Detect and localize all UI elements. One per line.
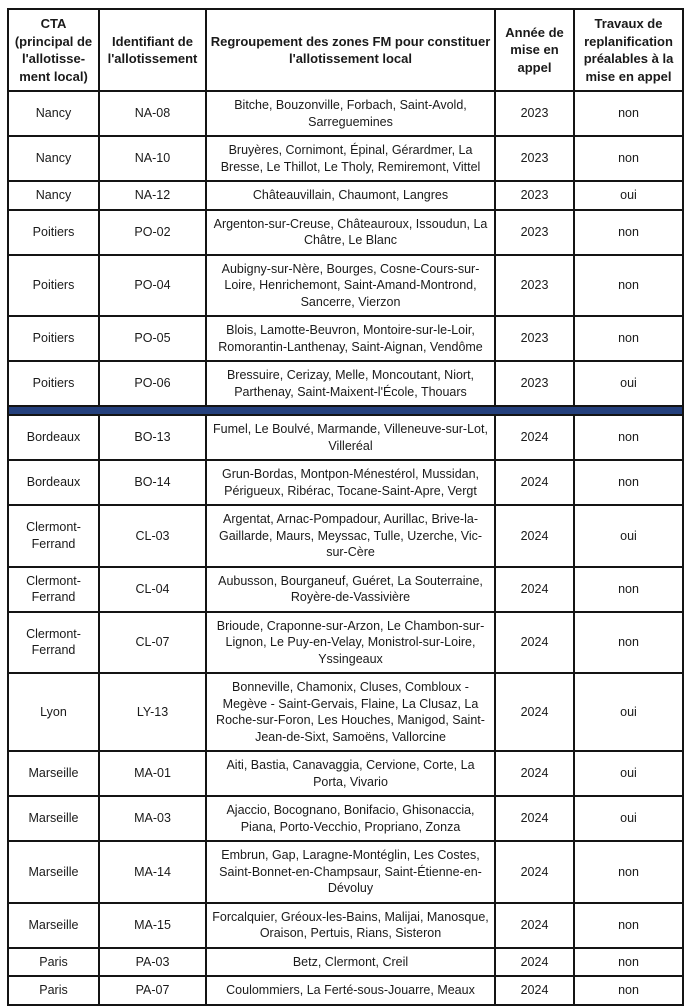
cell-zones: Aubigny-sur-Nère, Bourges, Cosne-Cours-sur-Loire, Henrichemont, Saint-Amand-Montrond, Sancerre, Vierzon — [206, 255, 495, 317]
cell-travaux: non — [574, 903, 683, 948]
cell-cta: Paris — [8, 948, 99, 977]
cell-annee: 2024 — [495, 505, 574, 567]
cell-zones: Forcalquier, Gréoux-les-Bains, Malijai, Manosque, Oraison, Pertuis, Rians, Sisteron — [206, 903, 495, 948]
cell-zones: Ajaccio, Bocognano, Bonifacio, Ghisonaccia, Piana, Porto-Vecchio, Propriano, Zonza — [206, 796, 495, 841]
cell-travaux: oui — [574, 181, 683, 210]
header-cta: CTA (principal de l'allotisse- ment local) — [8, 9, 99, 91]
table-row — [8, 976, 683, 1005]
cell-cta: Clermont-Ferrand — [8, 567, 99, 612]
cell-cta: Lyon — [8, 673, 99, 751]
table-row — [8, 673, 683, 751]
cell-cta: Clermont-Ferrand — [8, 612, 99, 674]
cell-cta: Bordeaux — [8, 460, 99, 505]
cell-zones: Coulommiers, La Ferté-sous-Jouarre, Meaux — [206, 976, 495, 1005]
cell-identifiant: PO-04 — [99, 255, 206, 317]
cell-identifiant: MA-14 — [99, 841, 206, 903]
cell-cta: Poitiers — [8, 316, 99, 361]
cell-travaux: oui — [574, 673, 683, 751]
cell-travaux: oui — [574, 751, 683, 796]
cell-annee: 2024 — [495, 948, 574, 977]
cell-annee: 2024 — [495, 612, 574, 674]
table-row — [8, 361, 683, 406]
cell-identifiant: MA-03 — [99, 796, 206, 841]
table-header-row — [8, 9, 683, 91]
cell-zones: Châteauvillain, Chaumont, Langres — [206, 181, 495, 210]
table-row — [8, 505, 683, 567]
cell-cta: Paris — [8, 976, 99, 1005]
cell-cta: Marseille — [8, 796, 99, 841]
cell-travaux: oui — [574, 796, 683, 841]
table-row — [8, 903, 683, 948]
cell-zones: Bitche, Bouzonville, Forbach, Saint-Avold, Sarreguemines — [206, 91, 495, 136]
table-row — [8, 751, 683, 796]
cell-identifiant: MA-15 — [99, 903, 206, 948]
cell-identifiant: PA-03 — [99, 948, 206, 977]
table-row — [8, 91, 683, 136]
cell-travaux: non — [574, 460, 683, 505]
cell-identifiant: PO-06 — [99, 361, 206, 406]
cell-cta: Marseille — [8, 903, 99, 948]
cell-identifiant: BO-13 — [99, 415, 206, 460]
cell-annee: 2024 — [495, 415, 574, 460]
cell-zones: Embrun, Gap, Laragne-Montéglin, Les Costes, Saint-Bonnet-en-Champsaur, Saint-Étienne-en-Dévoluy — [206, 841, 495, 903]
cell-cta: Clermont-Ferrand — [8, 505, 99, 567]
cell-zones: Argenton-sur-Creuse, Châteauroux, Issoudun, La Châtre, Le Blanc — [206, 210, 495, 255]
cell-cta: Nancy — [8, 136, 99, 181]
cell-travaux: non — [574, 91, 683, 136]
table-body — [8, 91, 683, 1005]
cell-travaux: non — [574, 976, 683, 1005]
cell-annee: 2024 — [495, 460, 574, 505]
table-row — [8, 841, 683, 903]
table-row — [8, 316, 683, 361]
cell-travaux: non — [574, 136, 683, 181]
cell-zones: Fumel, Le Boulvé, Marmande, Villeneuve-sur-Lot, Villeréal — [206, 415, 495, 460]
header-travaux: Travaux de replanification préalables à la mise en appel — [574, 9, 683, 91]
cell-annee: 2024 — [495, 673, 574, 751]
cell-zones: Aubusson, Bourganeuf, Guéret, La Souterraine, Royère-de-Vassivière — [206, 567, 495, 612]
section-divider — [8, 406, 683, 415]
cell-cta: Poitiers — [8, 255, 99, 317]
cell-annee: 2023 — [495, 255, 574, 317]
cell-annee: 2024 — [495, 903, 574, 948]
cell-annee: 2023 — [495, 316, 574, 361]
cell-identifiant: CL-07 — [99, 612, 206, 674]
cell-identifiant: NA-12 — [99, 181, 206, 210]
cell-travaux: non — [574, 210, 683, 255]
cell-annee: 2024 — [495, 751, 574, 796]
cell-annee: 2023 — [495, 361, 574, 406]
allotments-table — [7, 8, 684, 1006]
cell-annee: 2023 — [495, 91, 574, 136]
cell-travaux: non — [574, 316, 683, 361]
cell-annee: 2024 — [495, 976, 574, 1005]
cell-travaux: oui — [574, 505, 683, 567]
cell-cta: Marseille — [8, 841, 99, 903]
cell-zones: Argentat, Arnac-Pompadour, Aurillac, Brive-la-Gaillarde, Maurs, Meyssac, Tulle, Uzerche, Vic-sur-Cère — [206, 505, 495, 567]
cell-annee: 2024 — [495, 841, 574, 903]
cell-identifiant: NA-08 — [99, 91, 206, 136]
table-row — [8, 210, 683, 255]
cell-travaux: non — [574, 948, 683, 977]
cell-zones: Grun-Bordas, Montpon-Ménestérol, Mussidan, Périgueux, Ribérac, Tocane-Saint-Apre, Vergt — [206, 460, 495, 505]
cell-zones: Bressuire, Cerizay, Melle, Moncoutant, Niort, Parthenay, Saint-Maixent-l'École, Thouars — [206, 361, 495, 406]
cell-cta: Marseille — [8, 751, 99, 796]
table-row — [8, 415, 683, 460]
cell-identifiant: PO-02 — [99, 210, 206, 255]
table-row — [8, 255, 683, 317]
cell-annee: 2023 — [495, 210, 574, 255]
cell-travaux: non — [574, 567, 683, 612]
cell-identifiant: PO-05 — [99, 316, 206, 361]
table-row — [8, 181, 683, 210]
cell-identifiant: PA-07 — [99, 976, 206, 1005]
cell-annee: 2024 — [495, 567, 574, 612]
header-annee: Année de mise en appel — [495, 9, 574, 91]
header-identifiant: Identifiant de l'allotissement — [99, 9, 206, 91]
cell-annee: 2024 — [495, 796, 574, 841]
cell-cta: Nancy — [8, 181, 99, 210]
table-row — [8, 948, 683, 977]
table-row — [8, 460, 683, 505]
cell-travaux: non — [574, 255, 683, 317]
cell-annee: 2023 — [495, 136, 574, 181]
cell-zones: Bonneville, Chamonix, Cluses, Combloux - Megève - Saint-Gervais, Flaine, La Clusaz, La Roche-sur-Foron, Les Houches, Manigod, Saint-Jean-de-Sixt, Samoëns, Vallorcine — [206, 673, 495, 751]
cell-travaux: non — [574, 415, 683, 460]
cell-identifiant: BO-14 — [99, 460, 206, 505]
cell-identifiant: CL-03 — [99, 505, 206, 567]
cell-identifiant: NA-10 — [99, 136, 206, 181]
table-row — [8, 796, 683, 841]
cell-travaux: non — [574, 612, 683, 674]
table-row — [8, 612, 683, 674]
cell-identifiant: MA-01 — [99, 751, 206, 796]
table-row — [8, 567, 683, 612]
cell-zones: Brioude, Craponne-sur-Arzon, Le Chambon-sur-Lignon, Le Puy-en-Velay, Monistrol-sur-Loire, Yssingeaux — [206, 612, 495, 674]
cell-travaux: non — [574, 841, 683, 903]
header-zones: Regroupement des zones FM pour constituer l'allotissement local — [206, 9, 495, 91]
cell-zones: Betz, Clermont, Creil — [206, 948, 495, 977]
cell-cta: Nancy — [8, 91, 99, 136]
table-row — [8, 136, 683, 181]
cell-travaux: oui — [574, 361, 683, 406]
cell-zones: Blois, Lamotte-Beuvron, Montoire-sur-le-Loir, Romorantin-Lanthenay, Saint-Aignan, Vendôme — [206, 316, 495, 361]
cell-cta: Poitiers — [8, 210, 99, 255]
cell-annee: 2023 — [495, 181, 574, 210]
cell-identifiant: LY-13 — [99, 673, 206, 751]
cell-zones: Bruyères, Cornimont, Épinal, Gérardmer, La Bresse, Le Thillot, Le Tholy, Remiremont, Vittel — [206, 136, 495, 181]
cell-cta: Bordeaux — [8, 415, 99, 460]
cell-identifiant: CL-04 — [99, 567, 206, 612]
cell-cta: Poitiers — [8, 361, 99, 406]
cell-zones: Aiti, Bastia, Canavaggia, Cervione, Corte, La Porta, Vivario — [206, 751, 495, 796]
